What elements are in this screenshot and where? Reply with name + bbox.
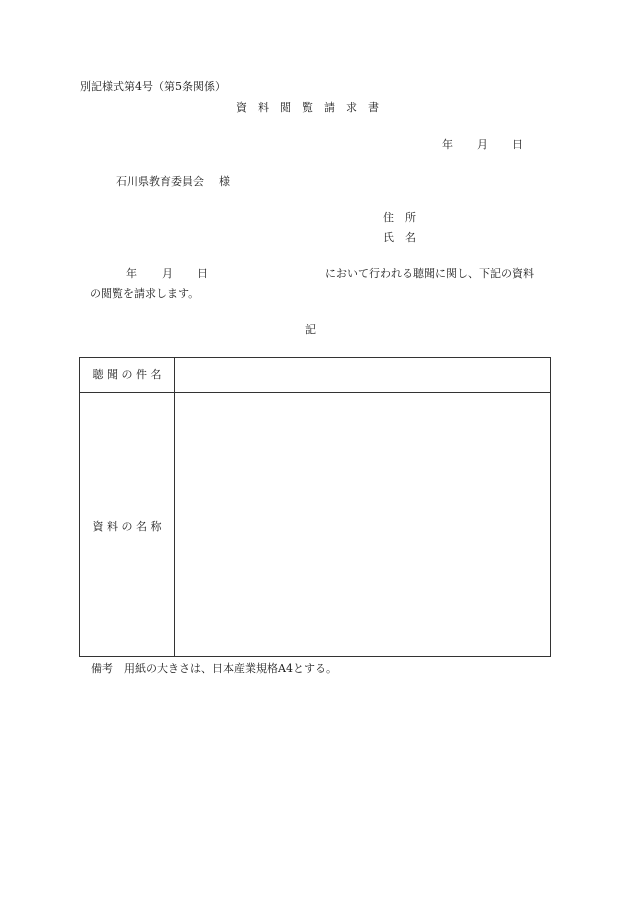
form-number: 別記様式第4号（第5条関係） [80, 80, 226, 93]
hearing-date-year-label: 年 [126, 267, 137, 280]
request-table [79, 357, 551, 657]
request-text-line2: の閲覧を請求します。 [90, 287, 200, 300]
ki-heading: 記 [305, 323, 316, 336]
date-month-label: 月 [477, 138, 488, 151]
applicant-address-label: 住 所 [383, 211, 416, 224]
document-title: 資 料 閲 覧 請 求 書 [236, 101, 379, 114]
addressee-honorific: 様 [219, 175, 230, 188]
hearing-date-month-label: 月 [162, 267, 173, 280]
applicant-name-label: 氏 名 [383, 231, 416, 244]
hearing-date-day-label: 日 [197, 267, 208, 280]
addressee-name: 石川県教育委員会 [116, 175, 204, 188]
date-day-label: 日 [512, 138, 523, 151]
remarks-note: 備考 用紙の大きさは、日本産業規格A4とする。 [91, 662, 337, 675]
date-year-label: 年 [442, 138, 453, 151]
hearing-subject-cell[interactable] [175, 358, 550, 392]
document-name-cell[interactable] [175, 393, 550, 656]
request-text-line1: において行われる聴聞に関し、下記の資料 [325, 267, 534, 280]
document-name-label: 資 料 の 名 称 [92, 520, 162, 533]
hearing-subject-label: 聴 聞 の 件 名 [92, 368, 162, 381]
